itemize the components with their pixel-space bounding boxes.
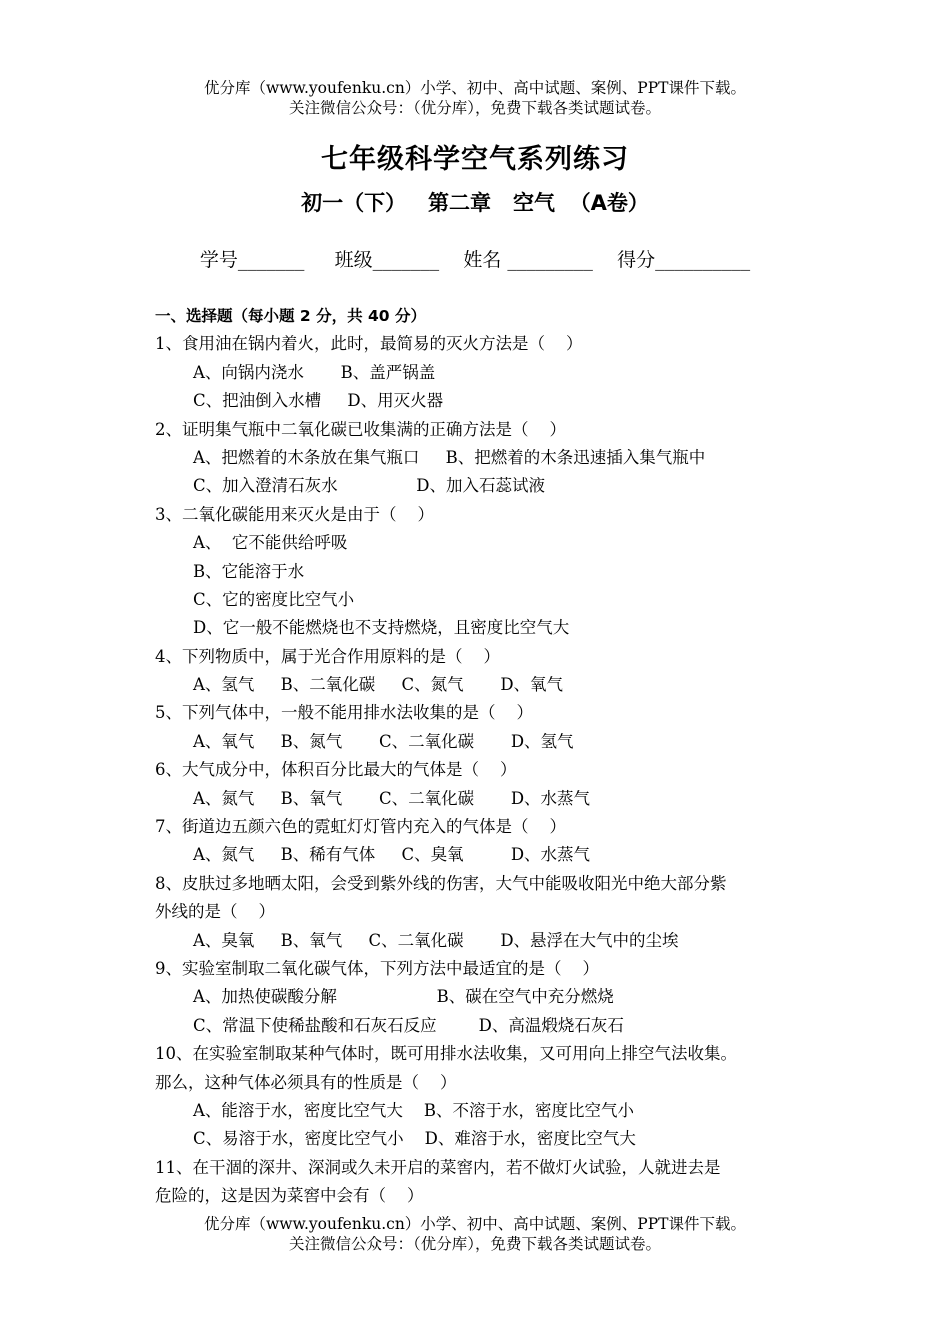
student-number-field: 学号_______ bbox=[199, 249, 305, 271]
answer-options: C、加入澄清石灰水 D、加入石蕊试液 bbox=[193, 476, 546, 496]
question-text: 7、街道边五颜六色的霓虹灯灯管内充入的气体是（ ） bbox=[155, 817, 566, 837]
answer-options: A、向锅内浇水 B、盖严锅盖 bbox=[193, 362, 436, 382]
question-text: 9、实验室制取二氧化碳气体，下列方法中最适宜的是（ ） bbox=[155, 958, 599, 978]
answer-options: A、氧气 B、氮气 C、二氧化碳 D、氢气 bbox=[193, 731, 574, 751]
footer-line-1: 优分库（www.youfenku.cn）小学、初中、高中试题、案例、PPT课件下载。 bbox=[203, 1215, 747, 1233]
answer-options: C、常温下使稀盐酸和石灰石反应 D、高温煅烧石灰石 bbox=[193, 1015, 624, 1035]
question-text: 1、食用油在锅内着火，此时，最简易的灭火方法是（ ） bbox=[155, 334, 583, 354]
footer-line-2: 关注微信公众号：（优分库），免费下载各类试题试卷。 bbox=[288, 1235, 661, 1253]
question-text: 2、证明集气瓶中二氧化碳已收集满的正确方法是（ ） bbox=[155, 419, 566, 439]
question-content bbox=[155, 302, 835, 1211]
header-line-2: 关注微信公众号：（优分库），免费下载各类试题试卷。 bbox=[288, 99, 661, 117]
question-lines bbox=[155, 330, 835, 1210]
answer-options: C、把油倒入水槽 D、用灭火器 bbox=[193, 391, 444, 411]
answer-options: D、它一般不能燃烧也不支持燃烧，且密度比空气大 bbox=[193, 618, 570, 638]
question-text: 11、在干涸的深井、深洞或久未开启的菜窖内，若不做灯火试验，人就进去是 bbox=[155, 1157, 721, 1177]
question-text: 10、在实验室制取某种气体时，既可用排水法收集，又可用向上排空气法收集。 bbox=[155, 1044, 737, 1064]
answer-options: A、氮气 B、稀有气体 C、臭氧 D、水蒸气 bbox=[193, 845, 591, 865]
question-text: 8、皮肤过多地晒太阳，会受到紫外线的伤害，大气中能吸收阳光中绝大部分紫 bbox=[155, 873, 727, 893]
answer-options: C、它的密度比空气小 bbox=[193, 589, 355, 609]
answer-options: A、氮气 B、氧气 C、二氧化碳 D、水蒸气 bbox=[193, 788, 591, 808]
question-text: 危险的，这是因为菜窖中会有（ ） bbox=[155, 1186, 424, 1206]
student-info-row bbox=[0, 246, 950, 274]
question-text: 3、二氧化碳能用来灭火是由于（ ） bbox=[155, 504, 434, 524]
page-title: 七年级科学空气系列练习 bbox=[321, 144, 629, 175]
name-field: 姓名 _________ bbox=[463, 249, 593, 271]
answer-options: C、易溶于水，密度比空气小 D、难溶于水，密度比空气大 bbox=[193, 1129, 636, 1149]
question-text: 4、下列物质中，属于光合作用原料的是（ ） bbox=[155, 646, 500, 666]
answer-options: B、它能溶于水 bbox=[193, 561, 305, 581]
page-footer bbox=[0, 1214, 950, 1254]
answer-options: A、臭氧 B、氧气 C、二氧化碳 D、悬浮在大气中的尘埃 bbox=[193, 930, 679, 950]
question-text: 外线的是（ ） bbox=[155, 902, 275, 922]
score-field: 得分__________ bbox=[617, 249, 751, 271]
question-text: 那么，这种气体必须具有的性质是（ ） bbox=[155, 1072, 457, 1092]
page-header bbox=[0, 78, 950, 118]
answer-options: A、氢气 B、二氧化碳 C、氮气 D、氧气 bbox=[193, 675, 564, 695]
question-text: 5、下列气体中，一般不能用排水法收集的是（ ） bbox=[155, 703, 533, 723]
header-line-1: 优分库（www.youfenku.cn）小学、初中、高中试题、案例、PPT课件下载。 bbox=[203, 79, 747, 97]
answer-options: A、 它不能供给呼吸 bbox=[193, 533, 348, 553]
question-text: 6、大气成分中，体积百分比最大的气体是（ ） bbox=[155, 760, 517, 780]
answer-options: A、加热使碳酸分解 B、碳在空气中充分燃烧 bbox=[193, 987, 614, 1007]
section-heading: 一、选择题（每小题 2 分，共 40 分） bbox=[155, 307, 426, 325]
class-field: 班级_______ bbox=[334, 249, 440, 271]
answer-options: A、能溶于水，密度比空气大 B、不溶于水，密度比空气小 bbox=[193, 1100, 635, 1120]
answer-options: A、把燃着的木条放在集气瓶口 B、把燃着的木条迅速插入集气瓶中 bbox=[193, 447, 706, 467]
page-subtitle: 初一（下） 第二章 空气 （A卷） bbox=[301, 191, 649, 215]
